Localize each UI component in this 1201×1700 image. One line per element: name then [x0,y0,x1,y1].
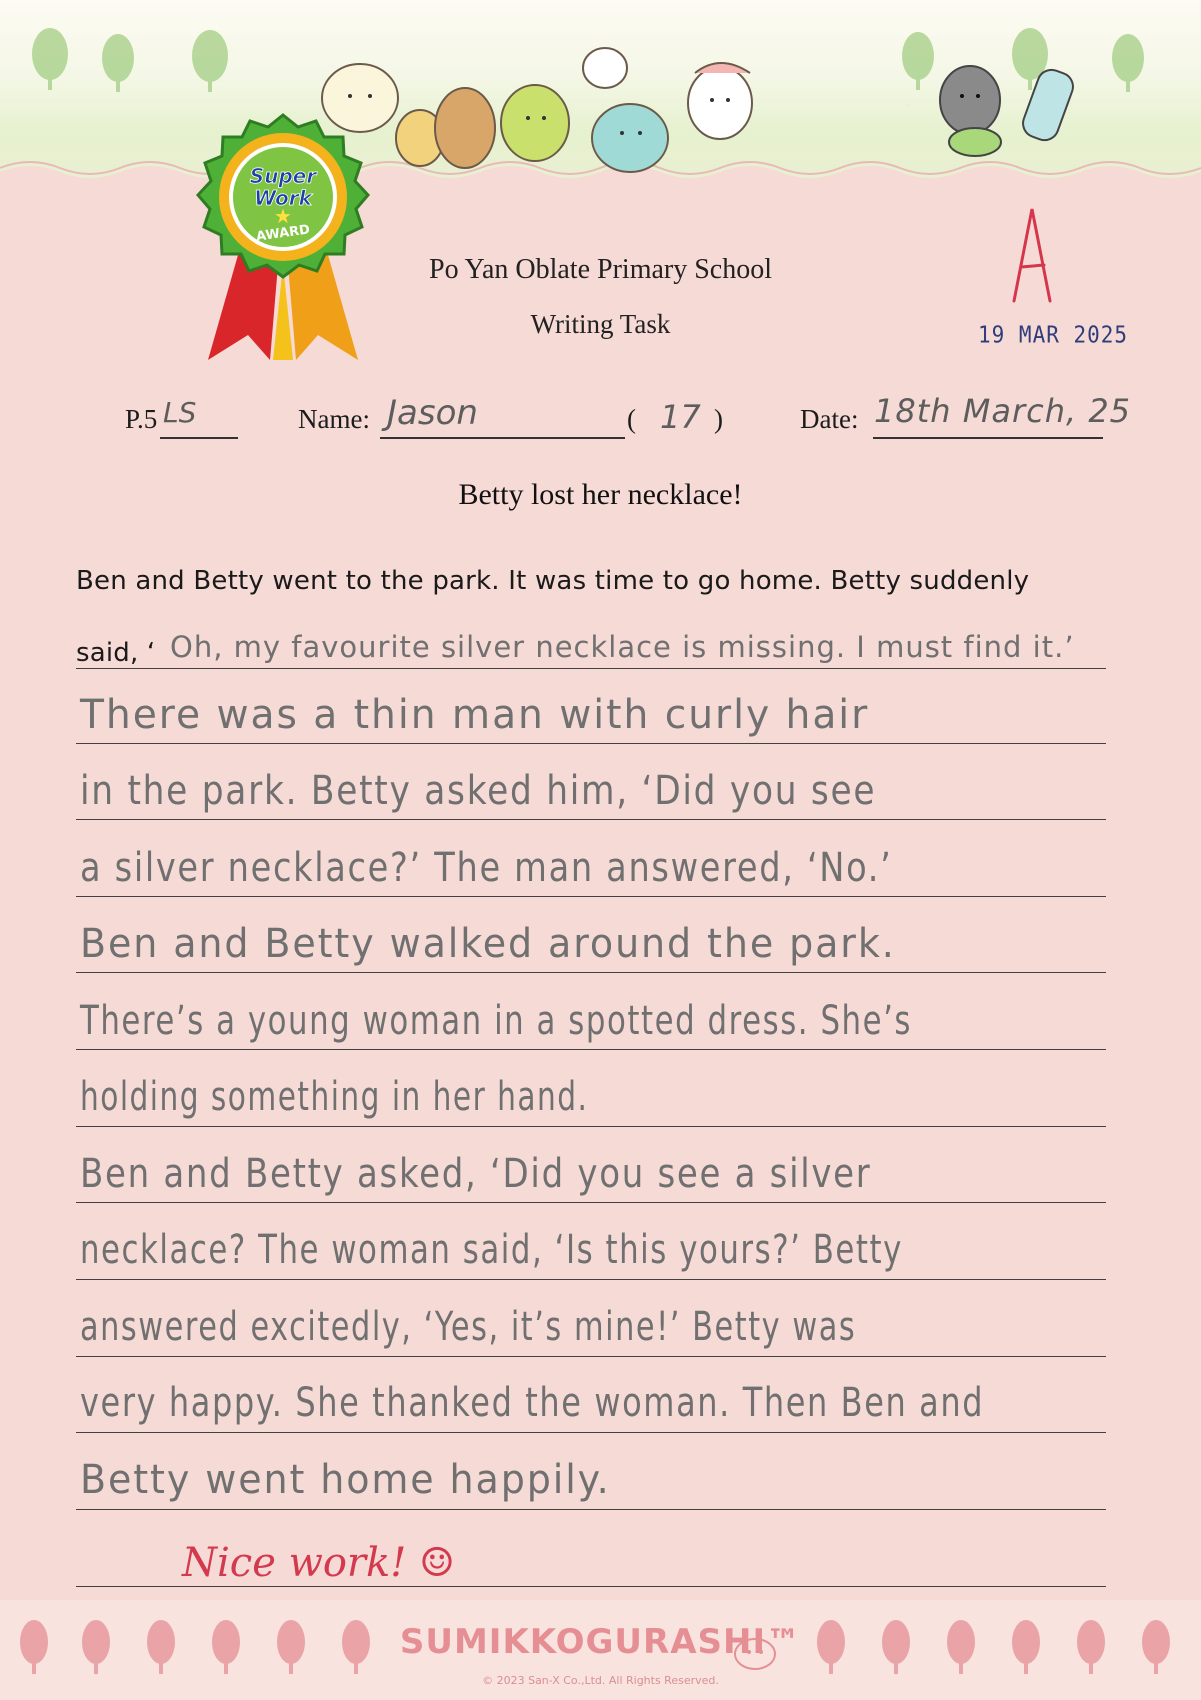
ruled-line [76,1509,1106,1510]
story-prompt-line1: Ben and Betty went to the park. It was time to go home. Betty suddenly [76,566,1030,596]
handwritten-line: There’s a young woman in a spotted dress. She’s [80,998,913,1044]
brand-logo: SUMIKKOGURASHI™ [399,1622,802,1662]
handwritten-line: Betty went home happily. [80,1457,611,1503]
class-underline [160,437,238,439]
ruled-line [76,743,1106,744]
name-value: Jason [387,393,478,433]
ruled-line [76,896,1106,897]
handwritten-line: a silver necklace?’ The man answered, ‘No.’ [80,845,893,891]
name-label: Name: [298,404,370,434]
star-icon: ★ [274,206,292,228]
handwritten-line: answered excitedly, ‘Yes, it’s mine!’ Betty was [80,1304,857,1350]
number-open-paren: ( [627,404,636,434]
handwritten-line: very happy. She thanked the woman. Then Ben and [80,1380,985,1426]
ruled-line [76,1356,1106,1357]
handwritten-line: necklace? The woman said, ‘Is this yours?’ Betty [80,1227,903,1273]
ruled-line [76,1279,1106,1280]
grade-mark [908,105,1058,305]
number-value: 17 [660,398,701,436]
date-label: Date: [800,404,859,434]
class-label: P.5 [125,404,158,434]
handwritten-line: There was a thin man with curly hair [80,692,870,738]
award-text-award: AWARD [255,222,311,245]
ruled-line [76,1202,1106,1203]
class-value: LS [163,396,197,429]
mole-illustration [930,30,1080,170]
award-text-super: Super [249,164,317,188]
ruled-line [76,819,1106,820]
handwritten-line: Ben and Betty asked, ‘Did you see a silver [80,1151,872,1197]
handwritten-line: Ben and Betty walked around the park. [80,921,896,967]
svg-text:A: A [908,105,909,106]
date-value: 18th March, 25 [874,392,1132,430]
ruled-line [76,1126,1106,1127]
story-title: Betty lost her necklace! [458,478,743,511]
ruled-line [76,1586,1106,1587]
story-prompt-line2: said, ‘ [76,638,156,668]
handwritten-line: holding something in her hand. [80,1074,589,1120]
school-name: Po Yan Oblate Primary School [429,254,772,285]
ruled-line [76,972,1106,973]
ruled-line [76,1432,1106,1433]
handwritten-line: in the park. Betty asked him, ‘Did you see [80,768,877,814]
date-received-stamp: 19 MAR 2025 [978,321,1129,349]
ruled-line [76,1049,1106,1050]
ruled-line [76,668,1106,669]
name-underline [380,437,625,439]
handwritten-line: Oh, my favourite silver necklace is missing. I must find it.’ [170,630,1075,664]
award-text-work: Work [254,186,312,210]
task-title: Writing Task [530,309,671,339]
copyright-text: © 2023 San-X Co.,Ltd. All Rights Reserved. [482,1674,719,1687]
teacher-comment: Nice work! ☺ [182,1540,455,1586]
number-close-paren: ) [714,404,723,434]
date-underline [873,437,1103,439]
